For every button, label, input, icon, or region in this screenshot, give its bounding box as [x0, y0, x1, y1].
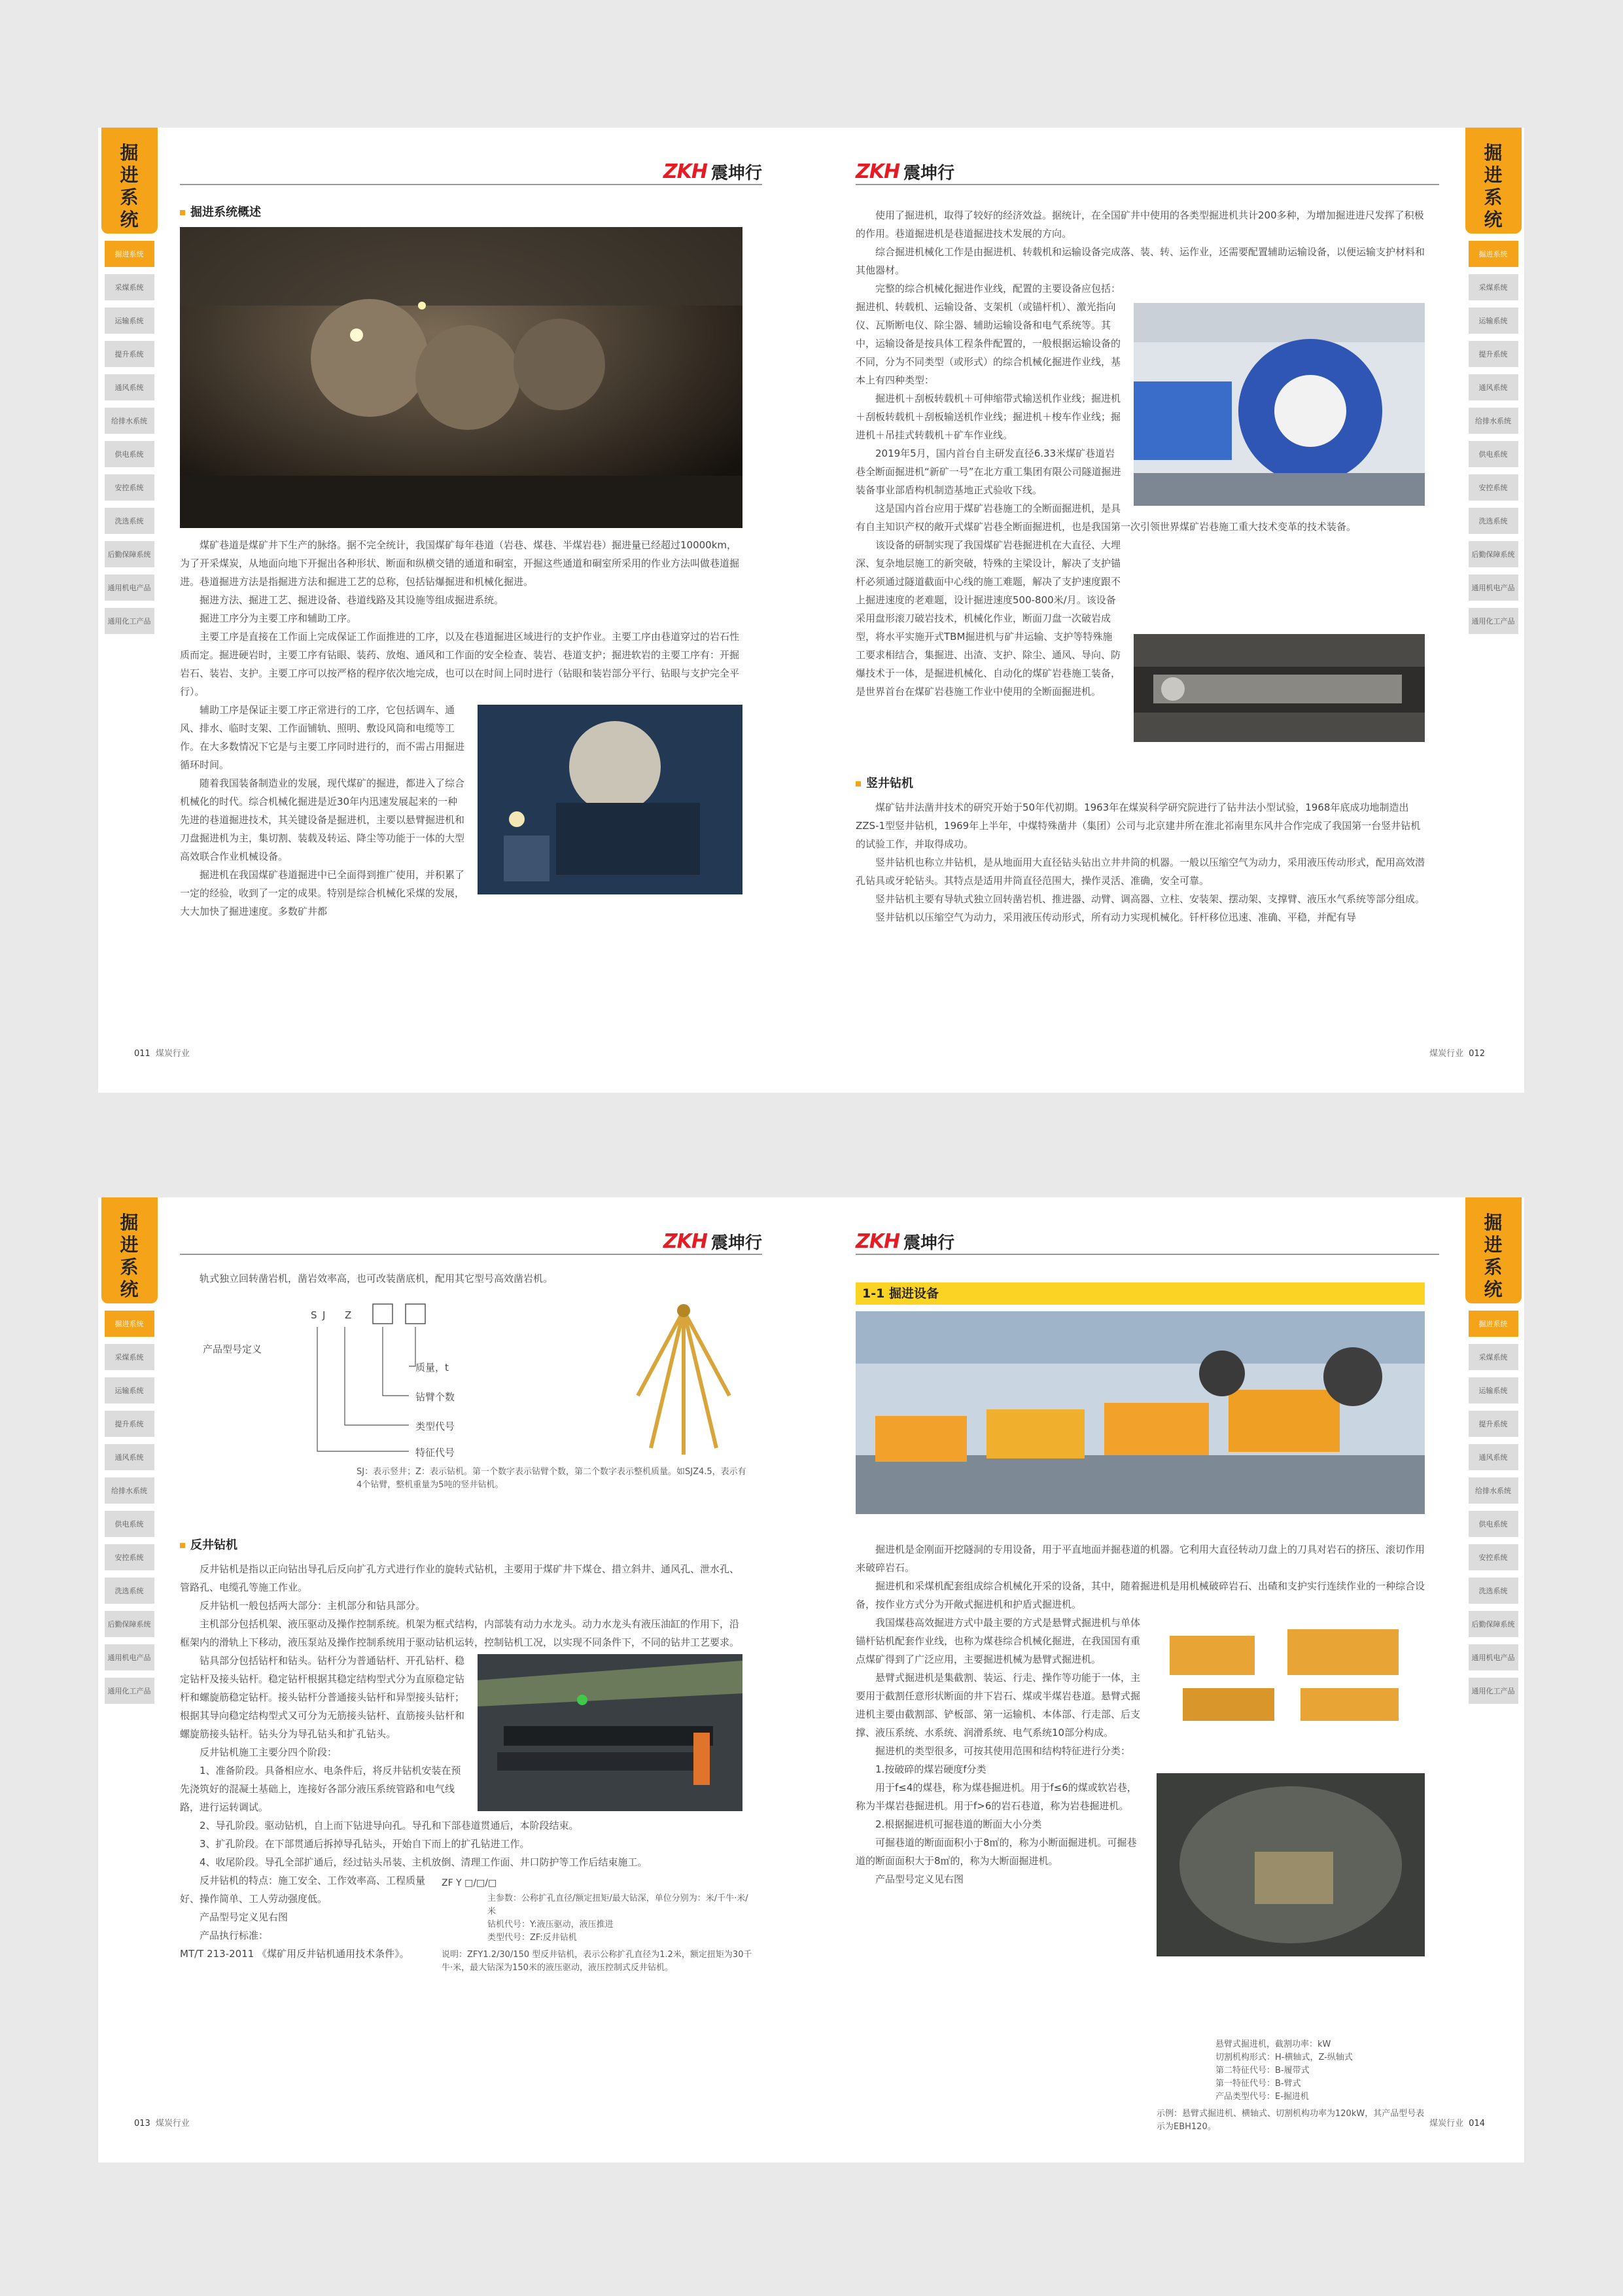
paragraph: 使用了掘进机，取得了较好的经济效益。据统计，在全国矿井中使用的各类型掘进机共计200多种，为增加掘进进尺发挥了积极的作用。巷道掘进机是巷道掘进技术发展的方向。	[856, 209, 1424, 239]
model-legend-item: 类型代号	[415, 1421, 455, 1432]
side-tab-item[interactable]: 洗选系统	[1469, 508, 1518, 534]
roadheader-diagram-and-tunnel	[1157, 1616, 1425, 1956]
paragraph: 煤矿钻井法凿井技术的研究开始于50年代初期。1963年在煤炭科学研究院进行了钻井法小型试验，1968年底成功地制造出ZZS-1型竖井钻机，1969年上半年，中煤特殊凿井（集团）公司与北京建井所在淮北祁南里东风井合作完成了我国第一台竖井钻机的试验工作，并取得成功。	[856, 802, 1421, 850]
side-tab-item[interactable]: 后勤保障系统	[1469, 541, 1518, 567]
paragraph: 竖井钻机以压缩空气为动力，采用液压传动形式，所有动力实现机械化。钎杆移位迅速、准确、平稳，并配有导	[875, 911, 1357, 923]
standard-text: MT/T 213-2011 《煤矿用反井钻机通用技术条件》。	[180, 1948, 410, 1960]
section-major-tab[interactable]: 掘 进 系 统	[101, 128, 158, 234]
brand-logo-mark: ZKH	[663, 160, 707, 183]
side-tab-item[interactable]: 给排水系统	[1469, 1477, 1518, 1504]
section-title-bar: 1-1 掘进设备	[856, 1282, 1425, 1305]
page-012	[811, 128, 1524, 1093]
top-spread	[98, 128, 1524, 1093]
paragraph: 可掘巷道的断面面积小于8㎡的，称为小断面掘进机。可掘巷道的断面面积大于8㎡的，称为大断面掘进机。	[856, 1837, 1137, 1867]
side-tab-item[interactable]: 通风系统	[105, 1444, 154, 1470]
paragraph: 竖井钻机主要有导轨式独立回转凿岩机、推进器、动臂、调高器、立柱、安装架、摆动架、支撑臂、液压水气系统等部分组成。	[875, 893, 1425, 905]
paragraph: 1.按破碎的煤岩硬度f分类	[875, 1763, 986, 1775]
raise-boring-model-diagram	[442, 1874, 756, 1975]
section-heading: 掘进系统概述	[180, 203, 742, 222]
bullet-square-icon	[180, 210, 185, 215]
model-line: 第一特征代号：B-臂式	[1215, 2079, 1301, 2089]
model-code-j: J	[323, 1309, 326, 1321]
model2-code: ZF Y □/□/□	[442, 1878, 497, 1888]
side-tab-item[interactable]: 安控系统	[1469, 1544, 1518, 1570]
paragraph: 2、导孔阶段。驱动钻机，自上而下钻进导向孔。导孔和下部巷道贯通后，本阶段结束。	[200, 1820, 579, 1831]
paragraph: 产品型号定义见右图	[875, 1873, 964, 1885]
cutting-head-photo	[478, 705, 742, 894]
paragraph: 轨式独立回转凿岩机，凿岩效率高，也可改装凿底机，配用其它型号高效凿岩机。	[200, 1273, 553, 1284]
side-tab-item[interactable]: 安控系统	[105, 1544, 154, 1570]
paragraph: 煤矿巷道是煤矿井下生产的脉络。据不完全统计，我国煤矿每年巷道（岩巷、煤巷、半煤岩巷）掘进量已经超过10000km，为了开采煤炭，从地面向地下开掘出各种形状、断面和纵横交错的通道和硐室，开掘这些通道和硐室所采用的作业方法叫做巷道掘进。巷道掘进方法是指掘进方法和掘进工艺的总称，包括钻爆掘进和机械化掘进。	[180, 539, 740, 588]
paragraph: 悬臂式掘进机是集截割、装运、行走、操作等功能于一体，主要用于截割任意形状断面的井下岩石、煤或半煤岩巷道。悬臂式掘进机主要由截割部、铲板部、第一运输机、本体部、行走部、后支撑、液压系统、水系统、润滑系统、电气系统10部分构成。	[856, 1672, 1141, 1739]
model2-note: 说明：ZFY1.2/30/150 型反井钻机，表示公称扩孔直径为1.2米，额定扭矩为30千牛·米，最大钻深为150米的液压驱动，液压控制式反井钻机。	[442, 1950, 752, 1973]
paragraph: 掘进机和采煤机配套组成综合机械化开采的设备，其中，随着掘进机是用机械破碎岩石、出碴和支护实行连续作业的一种综合设备，按作业方式分为开敞式掘进机和护盾式掘进机。	[856, 1580, 1425, 1610]
page-content	[180, 1269, 752, 1973]
side-tab-item[interactable]: 通用化工产品	[1469, 1678, 1518, 1704]
side-tab-item[interactable]: 采煤系统	[1469, 1344, 1518, 1370]
model-line: 产品类型代号：E-掘进机	[1215, 2092, 1309, 2102]
page-011	[98, 128, 811, 1093]
paragraph: 掘进机是金刚面开挖隧洞的专用设备，用于平直地面并掘巷道的机器。它利用大直径转动刀盘上的刀具对岩石的挤压、滚切作用来破碎岩石。	[856, 1544, 1425, 1574]
side-tab-column	[1462, 128, 1524, 634]
brand-name: 震坤行	[710, 1233, 762, 1253]
paragraph: 反井钻机施工主要分四个阶段：	[200, 1746, 338, 1758]
page-content	[856, 206, 1425, 927]
paragraph: 掘进工序分为主要工序和辅助工序。	[200, 612, 357, 624]
model-label: 产品型号定义	[203, 1343, 262, 1355]
header-rule	[180, 1254, 762, 1255]
section-heading: 竖井钻机	[856, 775, 1425, 793]
page-content	[856, 1282, 1425, 2132]
section-major-tab[interactable]: 掘 进 系 统	[1465, 1197, 1522, 1303]
side-tab-item[interactable]: 运输系统	[105, 308, 154, 334]
side-tab-item[interactable]: 通用机电产品	[1469, 574, 1518, 601]
model-definition-diagram	[180, 1288, 746, 1523]
paragraph: 我国煤巷高效掘进方式中最主要的方式是悬臂式掘进机与单体锚杆钻机配套作业线，也称为煤巷综合机械化掘进，在我国国有重点煤矿得到了广泛应用，主要掘进机械为悬臂式掘进机。	[856, 1617, 1141, 1665]
model2-line: 钻机代号：Y:液压驱动，液压推进	[487, 1920, 614, 1930]
side-tab-item[interactable]: 洗选系统	[105, 1578, 154, 1604]
side-tab-item[interactable]: 提升系统	[105, 1411, 154, 1437]
side-tab-column	[1462, 1197, 1524, 1704]
brand-logo-mark: ZKH	[856, 1229, 900, 1253]
paragraph: 反井钻机一般包括两大部分：主机部分和钻具部分。	[200, 1600, 426, 1612]
brand-name: 震坤行	[710, 163, 762, 183]
model2-line: 主参数：公称扩孔直径/额定扭矩/最大钻深，单位分别为：米/千牛·米/米	[487, 1894, 748, 1916]
brand-name: 震坤行	[903, 1233, 955, 1253]
side-tab-item[interactable]: 供电系统	[1469, 441, 1518, 467]
paragraph: 掘进机在我国煤矿巷道掘进中已全面得到推广使用，并积累了一定的经验，收到了一定的成果。特别是综合机械化采煤的发展，大大加快了掘进速度。多数矿井都	[180, 869, 465, 917]
side-tab-item[interactable]: 通风系统	[105, 374, 154, 400]
paragraph: 产品执行标准：	[200, 1930, 269, 1941]
section-major-tab[interactable]: 掘 进 系 统	[101, 1197, 158, 1303]
side-tab-item[interactable]: 提升系统	[105, 341, 154, 367]
model-legend-item: 质量，t	[415, 1362, 449, 1373]
model-code-s: S	[311, 1309, 317, 1321]
side-tab-item[interactable]: 通用化工产品	[105, 608, 154, 634]
paragraph: 竖井钻机也称立井钻机，是从地面用大直径钻头钻出立井井筒的机器。一般以压缩空气为动力，采用液压传动形式，配用高效潜孔钻具或牙轮钻头。其特点是适用井筒直径范围大，操作灵活、准确，安全可靠。	[856, 857, 1425, 887]
side-tab-item[interactable]: 洗选系统	[1469, 1578, 1518, 1604]
paragraph: 用于f≤4的煤巷，称为煤巷掘进机。用于f≤6的煤或软岩巷，称为半煤岩巷掘进机。用于f>6的岩石巷道，称为岩巷掘进机。	[856, 1782, 1137, 1812]
page-footer: 煤炭行业 014	[1429, 2119, 1485, 2128]
page-013	[98, 1197, 811, 2163]
section-heading: 反井钻机	[180, 1536, 742, 1555]
side-tab-item[interactable]: 通用机电产品	[105, 1644, 154, 1670]
paragraph: 主机部分包括机架、液压驱动及操作控制系统。机架为框式结构，内部装有动力水龙头。动力水龙头有液压油缸的作用下，沿框架内的滑轨上下移动，液压泵站及操作控制系统用于驱动钻机运转，控制钻机工况，以实现不同条件下，不同的钻井工艺要求。	[180, 1618, 740, 1648]
page-content	[180, 200, 742, 921]
model-note: SJ：表示竖井；Z：表示钻机。第一个数字表示钻臂个数，第二个数字表示整机质量。如SJZ4.5，表示有4个钻臂，整机重量为5吨的竖井钻机。	[357, 1467, 746, 1490]
side-tab-item[interactable]: 供电系统	[1469, 1511, 1518, 1537]
paragraph: 主要工序是直接在工作面上完成保证工作面推进的工序，以及在巷道掘进区域进行的支护作业。主要工序由巷道穿过的岩石性质而定。掘进硬岩时，主要工序有钻眼、装药、放炮、通风和工作面的安全检查、装岩、巷道支护；掘进软岩的主要工序有：开掘岩石、装岩、支护。主要工序可以按严格的程序依次地完成，也可以在时间上同时进行（钻眼和装岩部分平行、钻眼与支护完全平行）。	[180, 631, 740, 698]
model-legend-item: 钻臂个数	[415, 1391, 455, 1403]
roadheader-photo	[180, 227, 742, 528]
header-rule	[856, 1254, 1439, 1255]
paragraph: 随着我国装备制造业的发展，现代煤矿的掘进，都进入了综合机械化的时代。综合机械化掘进是近30年内迅速发展起来的一种先进的巷道掘进技术，其关键设备是掘进机，主要以悬臂掘进机和刀盘掘进机为主，集切割、装载及转运、降尘等功能于一体的大型高效联合作业机械设备。	[180, 777, 465, 862]
bullet-square-icon	[180, 1543, 185, 1548]
model-note: 示例：悬臂式掘进机、横轴式、切割机构功率为120kW，其产品型号表示为EBH120。	[1157, 2109, 1425, 2132]
side-tab-item[interactable]: 供电系统	[105, 1511, 154, 1537]
header-rule	[180, 184, 762, 185]
side-tab-item[interactable]: 洗选系统	[105, 508, 154, 534]
model2-line: 类型代号：ZF:反井钻机	[487, 1933, 577, 1943]
page-footer: 013 煤炭行业	[134, 2119, 190, 2128]
model-code-lines	[311, 1301, 546, 1464]
side-tab-item[interactable]: 通用化工产品	[1469, 608, 1518, 634]
brand-logo	[856, 160, 954, 183]
side-tab-item[interactable]: 运输系统	[1469, 1377, 1518, 1404]
roadheader-model-diagram	[1157, 2038, 1425, 2134]
raise-boring-photo	[478, 1654, 742, 1811]
side-tab-column	[98, 128, 160, 634]
side-tab-item[interactable]: 采煤系统	[105, 1344, 154, 1370]
page-footer: 煤炭行业 012	[1429, 1049, 1485, 1059]
model-code-z: Z	[345, 1309, 352, 1321]
tbm-tunnel-photo	[1134, 634, 1425, 742]
brand-name: 震坤行	[903, 163, 955, 183]
paragraph: 掘进方法、掘进工艺、掘进设备、巷道线路及其设施等组成掘进系统。	[200, 594, 504, 606]
shaft-drill-photo	[625, 1298, 742, 1461]
paragraph: 反井钻机是指以正向钻出导孔后反向扩孔方式进行作业的旋转式钻机，主要用于煤矿井下煤仓、措立斜井、通风孔、泄水孔、管路孔、电缆孔等施工作业。	[180, 1563, 740, 1593]
brand-logo	[663, 1230, 762, 1252]
brand-logo	[663, 160, 762, 183]
paragraph: 钻具部分包括钻杆和钻头。钻杆分为普通钻杆、开孔钻杆、稳定钻杆及接头钻杆。稳定钻杆根据其稳定结构型式分为直原稳定钻杆和螺旋筋稳定钻杆。接头钻杆分普通接头钻杆和异型接头钻杆；根据其导向稳定结构型式又可分为无筋接头钻杆、直筋接头钻杆和螺旋筋接头钻杆。钻头分为导孔钻头和扩孔钻头。	[180, 1655, 465, 1740]
paragraph: 该设备的研制实现了我国煤矿岩巷掘进机在大直径、大埋深、复杂地层施工的新突破，特殊的主梁设计，解决了支护锚杆必须通过隧道截面中心线的施工难题，解决了支护速度跟不上掘进速度的老难题，设计掘进速度500-800米/月。该设备采用盘形滚刀破岩技术，机械化作业，断面刀盘一次破岩成型，将水平实施开式TBM掘进机与矿井运输、支护等特殊施工要求相结合，集掘进、出渣、支护、除尘、通风、导向、防爆技术于一体，是掘进机械化、自动化的煤矿岩巷施工装备，是世界首台在煤矿岩巷施工作业中使用的全断面掘进机。	[856, 539, 1121, 698]
page-014	[811, 1197, 1524, 2163]
model-line: 切割机构形式：H-横轴式，Z-纵轴式	[1215, 2053, 1353, 2062]
side-tab-item[interactable]: 通风系统	[1469, 1444, 1518, 1470]
side-tab-item[interactable]: 通用化工产品	[105, 1678, 154, 1704]
side-tab-item[interactable]: 给排水系统	[105, 1477, 154, 1504]
paragraph: 掘进机＋刮板转载机＋可伸缩带式输送机作业线；掘进机＋刮板转载机＋刮板输送机作业线；掘进机＋梭车作业线；掘进机＋吊挂式转载机＋矿车作业线。	[856, 393, 1121, 441]
side-tab-item[interactable]: 通用机电产品	[105, 574, 154, 601]
paragraph: 3、扩孔阶段。在下部贯通后拆掉导孔钻头，开始自下而上的扩孔钻进工作。	[200, 1838, 530, 1850]
model-line: 第二特征代号：B-履带式	[1215, 2066, 1310, 2075]
side-tab-item[interactable]: 运输系统	[1469, 308, 1518, 334]
paragraph: 综合掘进机械化工作是由掘进机、转载机和运输设备完成落、装、转、运作业，还需要配置辅助运输设备，以便运输支护材料和其他器材。	[856, 246, 1425, 276]
side-tab-item[interactable]: 采煤系统	[1469, 274, 1518, 300]
side-tab-item[interactable]: 通用机电产品	[1469, 1644, 1518, 1670]
side-tab-item[interactable]: 掘进系统	[105, 1311, 154, 1337]
paragraph: 产品型号定义见右图	[200, 1911, 288, 1923]
side-tab-item[interactable]: 后勤保障系统	[105, 1611, 154, 1637]
model-line: 悬臂式掘进机，截割功率：kW	[1215, 2040, 1331, 2049]
brand-logo-mark: ZKH	[663, 1229, 707, 1253]
side-tab-item[interactable]: 后勤保障系统	[1469, 1611, 1518, 1637]
tbm-photo	[1134, 303, 1425, 506]
side-tab-item[interactable]: 给排水系统	[1469, 408, 1518, 434]
model-legend-item: 特征代号	[415, 1447, 455, 1458]
paragraph: 完整的综合机械化掘进作业线，配置的主要设备应包括：掘进机、转载机、运输设备、支架机（或锚杆机）、激光指向仪、瓦斯断电仪、除尘器、辅助运输设备和电气系统等。其中，运输设备是按具体工程条件配置的，一般根据运输设备的不同，分为不同类型（或形式）的综合机械化掘进作业线，基本上有四种类型：	[856, 283, 1121, 386]
side-tab-item[interactable]: 安控系统	[105, 474, 154, 501]
side-tab-item[interactable]: 通风系统	[1469, 374, 1518, 400]
side-tab-item[interactable]: 掘进系统	[1469, 1311, 1518, 1337]
paragraph: 4、收尾阶段。导孔全部扩通后，经过钻头吊装、主机放倒、清理工作面、井口防护等工作后结束施工。	[200, 1856, 648, 1868]
paragraph: 2019年5月，国内首台自主研发直径6.33米煤矿巷道岩巷全断面掘进机“新矿一号”在北方重工集团有限公司隧道掘进装备事业部盾构机制造基地正式验收下线。	[856, 448, 1121, 496]
bullet-square-icon	[856, 781, 861, 786]
header-rule	[856, 184, 1439, 185]
side-tab-item[interactable]: 给排水系统	[105, 408, 154, 434]
paragraph: 反井钻机的特点：施工安全、工作效率高、工程质量好、操作简单、工人劳动强度低。	[180, 1875, 426, 1905]
side-tab-item[interactable]: 供电系统	[105, 441, 154, 467]
roadheader-parts-diagram	[1157, 1616, 1425, 1956]
section-major-tab[interactable]: 掘 进 系 统	[1465, 128, 1522, 234]
paragraph: 2.根据掘进机可掘巷道的断面大小分类	[875, 1818, 1042, 1830]
paragraph: 掘进机的类型很多，可按其使用范围和结构特征进行分类：	[875, 1745, 1131, 1757]
side-tab-item[interactable]: 掘进系统	[1469, 241, 1518, 267]
paragraph: 这是国内首台应用于煤矿岩巷施工的全断面掘进机，是具有自主知识产权的敞开式煤矿岩巷全断面掘进机，也是我国第一次引领世界煤矿岩巷施工重大技术变革的技术装备。	[856, 503, 1357, 533]
paragraph: 1、准备阶段。具备相应水、电条件后，将反井钻机安装在预先浇筑好的混凝土基础上，连接好各部分液压系统管路和电气线路，进行运转调试。	[180, 1765, 461, 1813]
page-footer: 011 煤炭行业	[134, 1049, 190, 1059]
bottom-spread	[98, 1197, 1524, 2163]
side-tab-item[interactable]: 提升系统	[1469, 1411, 1518, 1437]
side-tab-item[interactable]: 提升系统	[1469, 341, 1518, 367]
roadheader-fleet-photo	[856, 1311, 1425, 1514]
side-tab-item[interactable]: 采煤系统	[105, 274, 154, 300]
side-tab-item[interactable]: 掘进系统	[105, 241, 154, 267]
side-tab-item[interactable]: 后勤保障系统	[105, 541, 154, 567]
paragraph: 辅助工序是保证主要工序正常进行的工序，它包括调车、通风、排水、临时支架、工作面铺轨、照明、敷设风筒和电缆等工作。在大多数情况下它是与主要工序同时进行的，而不需占用掘进循环时间。	[180, 704, 465, 771]
side-tab-item[interactable]: 安控系统	[1469, 474, 1518, 501]
side-tab-item[interactable]: 运输系统	[105, 1377, 154, 1404]
side-tab-column	[98, 1197, 160, 1704]
brand-logo	[856, 1230, 954, 1252]
brand-logo-mark: ZKH	[856, 160, 900, 183]
